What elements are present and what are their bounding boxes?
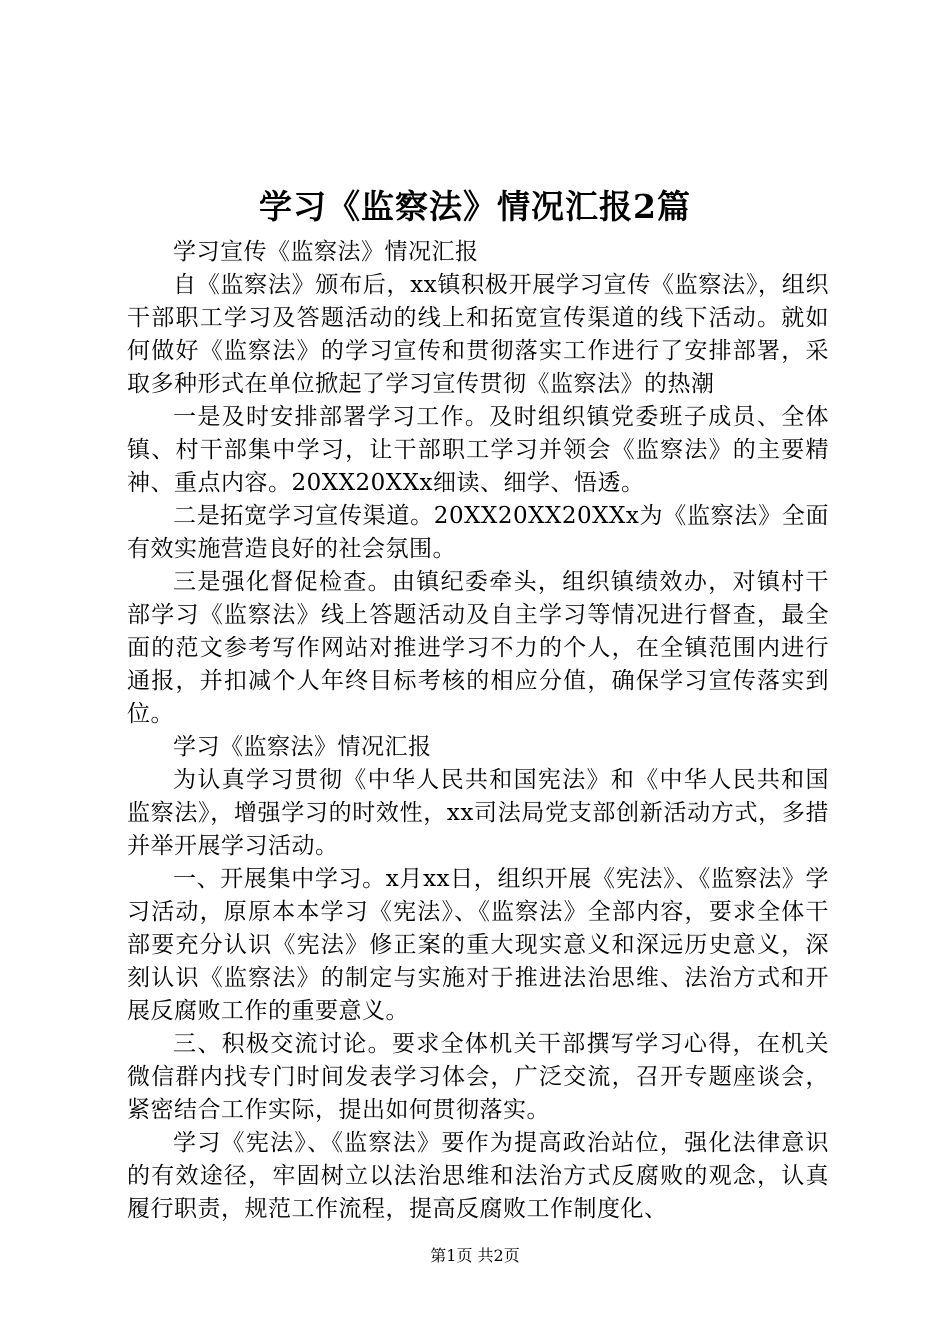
paragraph: 自《监察法》颁布后，xx镇积极开展学习宣传《监察法》，组织干部职工学习及答题活动的线上和拓宽宣传渠道的线下活动。就如何做好《监察法》的学习宣传和贯彻落实工作进行了安排部署，采取多种形式在单位掀起了学习宣传贯彻《监察法》的热潮: [127, 272, 829, 397]
paragraph: 一、开展集中学习。x月xx日，组织开展《宪法》、《监察法》学习活动，原原本本学习《宪法》、《监察法》全部内容，要求全体干部要充分认识《宪法》修正案的重大现实意义和深远历史意义，深刻认识《监察法》的制定与实施对于推进法治思维、法治方式和开展反腐败工作的重要意义。: [127, 866, 829, 1024]
paragraph: 学习《宪法》、《监察法》要作为提高政治站位，强化法律意识的有效途径，牢固树立以法治思维和法治方式反腐败的观念，认真履行职责，规范工作流程，提高反腐败工作制度化、: [127, 1130, 829, 1222]
page-footer: 第1页 共2页: [430, 1246, 520, 1265]
section-heading-2: 学习《监察法》情况汇报: [173, 734, 432, 760]
document-title: 学习《监察法》情况汇报2篇: [259, 187, 691, 226]
paragraph: 一是及时安排部署学习工作。及时组织镇党委班子成员、全体镇、村干部集中学习，让干部职工学习并领会《监察法》的主要精神、重点内容。20XX20XXx细读、细学、悟透。: [127, 404, 829, 496]
section-heading-1: 学习宣传《监察法》情况汇报: [173, 239, 479, 265]
paragraph: 三、积极交流讨论。要求全体机关干部撰写学习心得，在机关微信群内找专门时间发表学习体会，广泛交流，召开专题座谈会，紧密结合工作实际，提出如何贯彻落实。: [127, 1031, 829, 1123]
document-body: [127, 236, 829, 1226]
paragraph: 二是拓宽学习宣传渠道。20XX20XX20XXx为《监察法》全面有效实施营造良好的社会氛围。: [127, 503, 829, 562]
paragraph: 三是强化督促检查。由镇纪委牵头，组织镇绩效办，对镇村干部学习《监察法》线上答题活动及自主学习等情况进行督查，最全面的范文参考写作网站对推进学习不力的个人，在全镇范围内进行通报，并扣减个人年终目标考核的相应分值，确保学习宣传落实到位。: [127, 569, 829, 727]
paragraph: 为认真学习贯彻《中华人民共和国宪法》和《中华人民共和国监察法》，增强学习的时效性，xx司法局党支部创新活动方式，多措并举开展学习活动。: [127, 767, 829, 859]
